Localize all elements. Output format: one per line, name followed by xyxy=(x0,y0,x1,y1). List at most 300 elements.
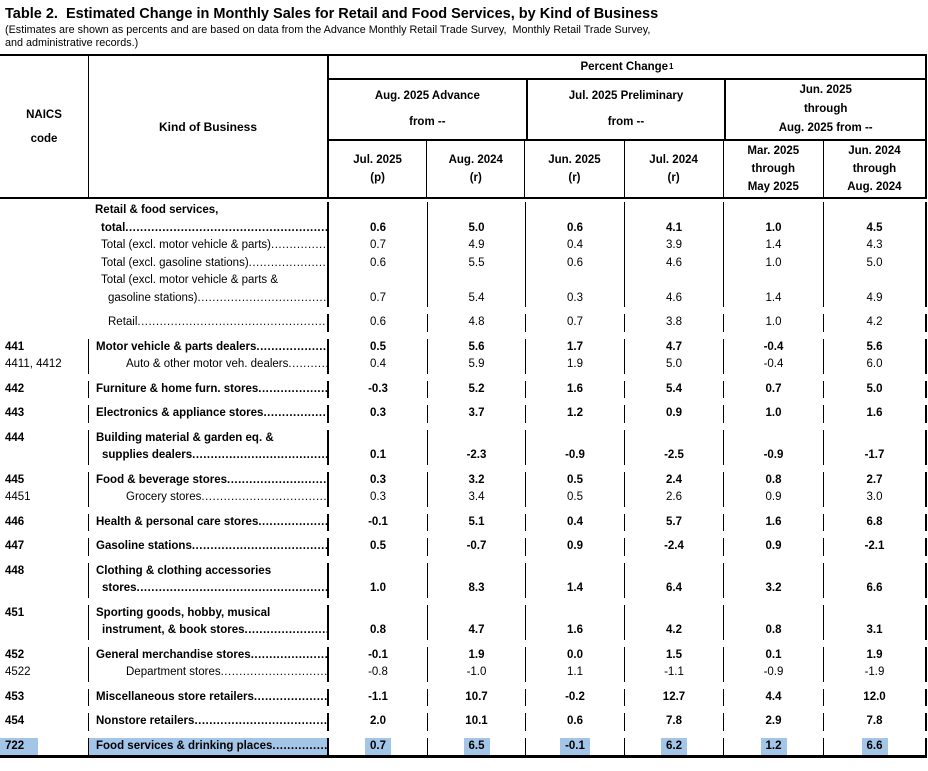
business-name-line xyxy=(89,664,327,682)
naics-code: 441 xyxy=(5,340,25,353)
table-row xyxy=(0,489,927,507)
naics-code: 454 xyxy=(5,715,25,727)
naics-code-cell xyxy=(0,381,88,399)
value-cell xyxy=(525,689,624,707)
percent-change-value: 1.7 xyxy=(567,340,583,353)
naics-code-cell xyxy=(0,647,88,665)
naics-code-cell xyxy=(0,738,88,756)
percent-change-value: 0.3 xyxy=(370,473,386,486)
business-name-line xyxy=(89,514,327,532)
dotted-leader xyxy=(192,447,327,465)
percent-change-value: -0.1 xyxy=(368,515,388,528)
value-cell xyxy=(723,605,823,640)
percent-change-value: 1.9 xyxy=(567,358,583,370)
kind-of-business-cell xyxy=(88,538,327,556)
table-row xyxy=(0,556,927,598)
value-cell xyxy=(327,514,427,532)
business-name-line xyxy=(89,339,327,357)
value-cell xyxy=(427,713,525,731)
percent-change-value: 0.6 xyxy=(370,316,386,328)
percent-change-value: 6.6 xyxy=(862,738,888,756)
value-cell xyxy=(723,430,823,465)
header-naics-line1: NAICS xyxy=(26,108,62,121)
percent-change-value: 3.1 xyxy=(866,624,883,636)
value-cell xyxy=(823,381,927,399)
value-cell xyxy=(327,538,427,556)
percent-change-value: 3.4 xyxy=(468,491,485,503)
naics-code-cell xyxy=(0,202,88,237)
percent-change-value: 3.0 xyxy=(866,491,883,503)
naics-code-cell xyxy=(0,339,88,357)
value-cell xyxy=(823,314,927,332)
percent-change-value: 5.9 xyxy=(468,358,485,370)
table-subtitle-line1: (Estimates are shown as percents and are based on data from the Advance Monthly Retail Trade Survey, Monthly Retail Trade Survey, xyxy=(5,24,651,36)
value-cell xyxy=(624,472,723,490)
percent-change-value: 0.4 xyxy=(567,515,583,528)
value-cell xyxy=(427,514,525,532)
percent-change-value: -1.7 xyxy=(864,449,885,461)
business-name-line xyxy=(88,237,327,255)
value-cell xyxy=(525,538,624,556)
percent-change-value: 1.0 xyxy=(765,316,782,328)
value-cell xyxy=(624,738,723,756)
percent-change-value: -0.9 xyxy=(763,449,784,461)
business-name-line xyxy=(88,255,327,273)
percent-change-value: 4.2 xyxy=(666,624,682,636)
kind-of-business-cell xyxy=(88,605,327,640)
percent-change-value: 5.5 xyxy=(468,256,485,269)
kind-of-business-cell xyxy=(88,489,327,507)
value-cell xyxy=(525,430,624,465)
header-percent-change-section xyxy=(327,56,927,197)
value-cell xyxy=(723,314,823,332)
percent-change-value: -1.1 xyxy=(368,690,388,703)
percent-change-value: 5.6 xyxy=(866,340,883,353)
percent-change-value: 0.6 xyxy=(567,715,583,727)
percent-change-value: 1.5 xyxy=(666,648,682,661)
value-cell xyxy=(525,314,624,332)
percent-change-value: 0.9 xyxy=(765,540,782,552)
value-cell xyxy=(427,339,525,357)
value-cell xyxy=(427,472,525,490)
table-row xyxy=(0,423,927,465)
percent-change-value: -0.8 xyxy=(368,666,388,678)
percent-change-value: -2.3 xyxy=(466,449,487,461)
naics-code: 4411, 4412 xyxy=(5,358,62,370)
value-cell xyxy=(823,356,927,374)
dotted-leader xyxy=(258,514,327,532)
percent-change-value: 6.2 xyxy=(661,738,687,756)
percent-change-value: 4.9 xyxy=(866,291,883,304)
value-cell xyxy=(624,689,723,707)
business-name-line xyxy=(89,605,327,623)
value-cell xyxy=(427,489,525,507)
value-cell xyxy=(723,405,823,423)
value-cell xyxy=(624,339,723,357)
dotted-leader xyxy=(288,356,327,374)
dotted-leader xyxy=(271,237,327,255)
header-col-aug2024r: Aug. 2024 (r) xyxy=(426,141,524,197)
value-cell xyxy=(624,563,723,598)
value-cell xyxy=(427,255,525,273)
naics-code-cell xyxy=(0,430,88,465)
percent-change-value: 12.7 xyxy=(662,690,686,703)
kind-of-business-cell xyxy=(88,237,327,255)
kind-of-business-cell xyxy=(88,202,327,237)
dotted-leader xyxy=(272,738,327,756)
value-cell xyxy=(327,356,427,374)
value-cell xyxy=(723,381,823,399)
dotted-leader xyxy=(249,255,327,273)
value-cell xyxy=(327,405,427,423)
table-subtitle-line2: and administrative records.) xyxy=(5,37,139,49)
business-name-text: Auto & other motor veh. dealers xyxy=(126,358,289,370)
percent-change-value: 7.8 xyxy=(866,715,883,727)
percent-change-value: 4.1 xyxy=(666,221,682,234)
business-name-line xyxy=(89,580,327,598)
value-cell xyxy=(823,405,927,423)
business-name-text: gasoline stations) xyxy=(108,291,198,304)
percent-change-value: 0.4 xyxy=(567,239,583,251)
table-row xyxy=(0,272,927,307)
table-row xyxy=(0,531,927,556)
table-row xyxy=(0,731,927,756)
value-cell xyxy=(525,514,624,532)
kind-of-business-cell xyxy=(88,472,327,490)
percent-change-value: 0.6 xyxy=(567,256,583,269)
percent-change-value: -0.4 xyxy=(763,340,784,353)
value-cell xyxy=(525,664,624,682)
value-cell xyxy=(823,664,927,682)
business-name-text: Electronics & appliance stores xyxy=(96,407,264,419)
percent-change-value: 0.7 xyxy=(567,316,583,328)
business-name-text: Motor vehicle & parts dealers xyxy=(96,340,257,353)
value-cell xyxy=(624,605,723,640)
value-cell xyxy=(525,272,624,307)
value-cell xyxy=(723,738,823,756)
value-cell xyxy=(427,647,525,665)
business-name-text: stores xyxy=(102,582,137,594)
table-row xyxy=(0,682,927,707)
value-cell xyxy=(624,272,723,307)
business-name-text: Department stores xyxy=(126,666,221,678)
percent-change-value: -0.4 xyxy=(763,358,784,370)
percent-change-value: 1.6 xyxy=(567,382,583,395)
kind-of-business-cell xyxy=(88,314,327,332)
percent-change-value: 1.6 xyxy=(866,407,883,419)
value-cell xyxy=(624,237,723,255)
naics-code-cell xyxy=(0,314,88,332)
percent-change-value: -0.1 xyxy=(368,648,388,661)
value-cell xyxy=(823,647,927,665)
header-col-jul2024r: Jul. 2024 (r) xyxy=(624,141,723,197)
percent-change-value: 0.1 xyxy=(370,449,386,461)
percent-change-value: 6.4 xyxy=(666,582,682,594)
percent-change-value: 1.9 xyxy=(468,648,485,661)
header-group-jun2025-through-aug2025: Jun. 2025 through Aug. 2025 from -- xyxy=(724,80,925,139)
percent-change-value: 0.1 xyxy=(765,648,782,661)
value-cell xyxy=(327,430,427,465)
table-row xyxy=(0,356,927,374)
value-cell xyxy=(525,405,624,423)
business-name-line xyxy=(89,489,327,507)
value-cell xyxy=(427,430,525,465)
percent-change-value: 6.8 xyxy=(866,515,883,528)
table-title: Table 2. Estimated Change in Monthly Sales for Retail and Food Services, by Kind of Business xyxy=(5,6,659,22)
value-cell xyxy=(823,237,927,255)
percent-change-value: -2.1 xyxy=(864,540,885,552)
value-cell xyxy=(525,339,624,357)
percent-change-value: 1.9 xyxy=(866,648,883,661)
percent-change-value: 0.7 xyxy=(370,291,386,304)
percent-change-value: 6.5 xyxy=(464,738,490,756)
table-row xyxy=(0,237,927,255)
value-cell xyxy=(427,738,525,756)
percent-change-value: 5.4 xyxy=(468,291,485,304)
value-cell xyxy=(624,647,723,665)
percent-change-value: 0.7 xyxy=(370,239,386,251)
percent-change-value: 4.5 xyxy=(866,221,883,234)
percent-change-value: 0.8 xyxy=(765,473,782,486)
value-cell xyxy=(723,237,823,255)
value-cell xyxy=(624,664,723,682)
percent-change-value: 0.5 xyxy=(567,473,583,486)
header-kind-of-business: Kind of Business xyxy=(88,56,327,197)
business-name-text: Food & beverage stores xyxy=(96,473,228,486)
percent-change-value: 0.6 xyxy=(567,221,583,234)
business-name-line xyxy=(89,689,327,707)
percent-change-value: 0.3 xyxy=(567,291,583,304)
naics-code: 722 xyxy=(0,738,38,756)
dotted-leader xyxy=(194,713,327,731)
percent-change-value: 3.8 xyxy=(666,316,682,328)
value-cell xyxy=(823,713,927,731)
business-name-text: Retail & food services, xyxy=(95,204,219,216)
table-row xyxy=(0,640,927,665)
naics-code: 4522 xyxy=(5,666,31,678)
header-col-mar2025-may2025: Mar. 2025 through May 2025 xyxy=(723,141,823,197)
dotted-leader xyxy=(245,622,328,640)
value-cell xyxy=(823,605,927,640)
naics-code: 4451 xyxy=(5,491,31,503)
naics-code: 448 xyxy=(5,564,25,577)
value-cell xyxy=(427,272,525,307)
naics-code: 444 xyxy=(5,431,25,444)
value-cell xyxy=(723,339,823,357)
dotted-leader xyxy=(221,664,327,682)
business-name-line xyxy=(89,563,327,581)
percent-change-value: 4.7 xyxy=(468,624,485,636)
table-row xyxy=(0,507,927,532)
naics-code-cell xyxy=(0,713,88,731)
value-cell xyxy=(327,472,427,490)
value-cell xyxy=(823,255,927,273)
business-name-text: Total (excl. motor vehicle & parts & xyxy=(101,274,279,286)
dotted-leader xyxy=(251,647,327,665)
kind-of-business-cell xyxy=(88,713,327,731)
value-cell xyxy=(525,489,624,507)
business-name-line xyxy=(89,713,327,731)
business-name-line xyxy=(89,381,327,399)
business-name-line xyxy=(89,405,327,423)
value-cell xyxy=(327,647,427,665)
value-cell xyxy=(624,255,723,273)
business-name-text: Furniture & home furn. stores xyxy=(96,382,259,395)
percent-change-value: 5.4 xyxy=(666,382,682,395)
percent-change-value: 4.9 xyxy=(468,239,485,251)
value-cell xyxy=(723,356,823,374)
value-cell xyxy=(525,472,624,490)
value-cell xyxy=(823,202,927,237)
value-cell xyxy=(427,563,525,598)
percent-change-value: 3.7 xyxy=(468,407,485,419)
header-col-jul2025p: Jul. 2025 (p) xyxy=(353,153,402,184)
retail-sales-table xyxy=(0,54,927,758)
percent-change-value: 2.6 xyxy=(666,491,682,503)
value-cell xyxy=(723,538,823,556)
percent-change-value: 4.3 xyxy=(866,239,883,251)
percent-change-value: 4.2 xyxy=(866,316,883,328)
kind-of-business-cell xyxy=(88,405,327,423)
value-cell xyxy=(525,713,624,731)
value-cell xyxy=(823,430,927,465)
kind-of-business-cell xyxy=(88,514,327,532)
value-cell xyxy=(624,356,723,374)
dotted-leader xyxy=(201,489,327,507)
business-name-line xyxy=(89,738,327,756)
percent-change-value: 0.6 xyxy=(370,256,386,269)
business-name-text: Sporting goods, hobby, musical xyxy=(96,606,271,619)
business-name-text: Total (excl. motor vehicle & parts) xyxy=(101,239,272,251)
business-name-text: instrument, & book stores xyxy=(102,624,245,636)
value-cell xyxy=(327,314,427,332)
table-row xyxy=(0,706,927,731)
percent-change-value: 0.8 xyxy=(370,624,386,636)
percent-change-value: 10.1 xyxy=(465,715,488,727)
table-row xyxy=(0,664,927,682)
percent-change-value: 5.7 xyxy=(666,515,682,528)
business-name-text: Grocery stores xyxy=(126,491,202,503)
kind-of-business-cell xyxy=(88,664,327,682)
value-cell xyxy=(624,489,723,507)
percent-change-value: -1.1 xyxy=(664,666,684,678)
naics-code-cell xyxy=(0,605,88,640)
percent-change-value: 4.7 xyxy=(666,340,682,353)
business-name-line xyxy=(89,538,327,556)
naics-code: 446 xyxy=(5,515,25,528)
percent-change-value: -0.9 xyxy=(763,666,784,678)
value-cell xyxy=(525,381,624,399)
percent-change-value: 1.0 xyxy=(765,407,782,419)
value-cell xyxy=(427,538,525,556)
value-cell xyxy=(723,472,823,490)
percent-change-value: 10.7 xyxy=(465,690,488,703)
percent-change-value: 0.9 xyxy=(666,407,682,419)
percent-change-value: 5.6 xyxy=(468,340,485,353)
value-cell xyxy=(427,314,525,332)
header-naics-code xyxy=(0,56,88,197)
percent-change-value: 2.4 xyxy=(666,473,682,486)
business-name-text: Retail xyxy=(108,316,138,328)
header-naics-line2: code xyxy=(30,132,58,145)
value-cell xyxy=(525,738,624,756)
value-cell xyxy=(427,689,525,707)
header-group-row xyxy=(329,80,925,141)
header-percent-change: Percent Change 1 xyxy=(329,56,925,80)
percent-change-value: 0.6 xyxy=(370,221,386,234)
percent-change-value: 3.2 xyxy=(765,582,782,594)
percent-change-value: 4.6 xyxy=(666,256,682,269)
naics-code-cell xyxy=(0,237,88,255)
business-name-line xyxy=(88,220,327,238)
header-col-jun2024-aug2024: Jun. 2024 through Aug. 2024 xyxy=(823,141,925,197)
percent-change-value: 1.2 xyxy=(761,738,787,756)
dotted-leader xyxy=(263,405,327,423)
value-cell xyxy=(723,647,823,665)
value-cell xyxy=(723,664,823,682)
value-cell xyxy=(624,405,723,423)
value-cell xyxy=(327,237,427,255)
percent-change-value: -1.0 xyxy=(466,666,487,678)
naics-code-cell xyxy=(0,689,88,707)
value-cell xyxy=(327,339,427,357)
table-row xyxy=(0,255,927,273)
business-name-text: total xyxy=(101,221,126,234)
naics-code-cell xyxy=(0,563,88,598)
naics-code-cell xyxy=(0,514,88,532)
percent-change-value: 0.5 xyxy=(370,540,386,552)
percent-change-value: 0.3 xyxy=(370,491,386,503)
business-name-text: General merchandise stores xyxy=(96,648,251,661)
value-cell xyxy=(327,255,427,273)
naics-code-cell xyxy=(0,664,88,682)
value-cell xyxy=(427,664,525,682)
percent-change-value: 5.0 xyxy=(866,382,883,395)
table-row xyxy=(0,374,927,399)
dotted-leader xyxy=(192,538,327,556)
percent-change-value: -1.9 xyxy=(864,666,885,678)
value-cell xyxy=(327,713,427,731)
business-name-line xyxy=(89,447,327,465)
value-cell xyxy=(327,202,427,237)
value-cell xyxy=(723,255,823,273)
percent-change-value: -0.1 xyxy=(560,738,590,756)
business-name-text: supplies dealers xyxy=(102,449,193,461)
percent-change-value: 1.0 xyxy=(370,582,386,594)
value-cell xyxy=(427,356,525,374)
business-name-line xyxy=(89,472,327,490)
value-cell xyxy=(427,605,525,640)
naics-code-cell xyxy=(0,272,88,307)
value-cell xyxy=(823,563,927,598)
dotted-leader xyxy=(125,220,327,238)
naics-code: 452 xyxy=(5,648,25,661)
value-cell xyxy=(525,255,624,273)
value-cell xyxy=(823,538,927,556)
table-body xyxy=(0,199,927,758)
kind-of-business-cell xyxy=(88,255,327,273)
naics-code: 443 xyxy=(5,407,25,419)
value-cell xyxy=(624,381,723,399)
value-cell xyxy=(525,356,624,374)
percent-change-value: 3.9 xyxy=(666,239,682,251)
dotted-leader xyxy=(137,314,327,332)
table-row xyxy=(0,598,927,640)
header-group-aug2025-advance: Aug. 2025 Advance from -- xyxy=(374,90,480,129)
value-cell xyxy=(427,405,525,423)
percent-change-value: 5.1 xyxy=(468,515,485,528)
percent-change-value: -0.3 xyxy=(368,382,388,395)
